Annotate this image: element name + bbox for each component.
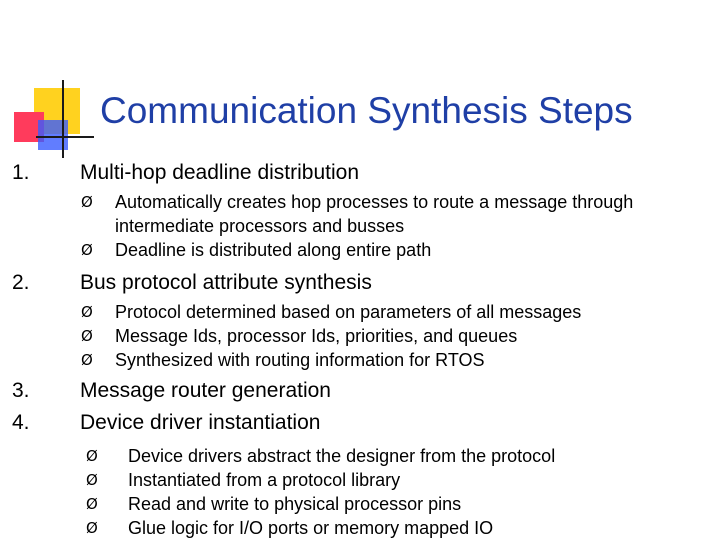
sub-bullet-text: Synthesized with routing information for RTOS <box>115 350 485 370</box>
sub-bullet-list <box>12 444 712 540</box>
step-label: Device driver instantiation <box>80 411 321 434</box>
sub-bullet <box>12 492 712 516</box>
arrow-bullet-icon: Ø <box>81 241 93 259</box>
sub-bullet-list <box>12 300 712 372</box>
step-label: Multi-hop deadline distribution <box>80 161 359 184</box>
sub-bullet <box>12 516 712 540</box>
sub-bullet <box>12 444 712 468</box>
arrow-bullet-icon: Ø <box>81 303 93 321</box>
step-number: 4. <box>12 411 30 434</box>
arrow-bullet-icon: Ø <box>81 351 93 369</box>
sub-bullet-list <box>12 190 712 262</box>
step-number: 3. <box>12 379 30 402</box>
logo-horizontal-line <box>36 136 94 138</box>
step-label: Message router generation <box>80 379 331 402</box>
sub-bullet-text: Read and write to physical processor pins <box>128 494 462 514</box>
arrow-bullet-icon: Ø <box>86 495 98 513</box>
slide-logo-decoration <box>0 0 100 170</box>
sub-bullet <box>12 300 712 324</box>
arrow-bullet-icon: Ø <box>81 327 93 345</box>
step-item-2 <box>12 270 712 372</box>
arrow-bullet-icon: Ø <box>86 471 98 489</box>
step-item-1 <box>12 160 712 262</box>
step-label: Bus protocol attribute synthesis <box>80 271 372 294</box>
logo-vertical-line <box>62 80 64 158</box>
step-item-3 <box>12 378 712 410</box>
step-number: 1. <box>12 161 30 184</box>
step-item-4 <box>12 410 712 540</box>
slide-title: Communication Synthesis Steps <box>100 90 633 131</box>
sub-bullet-text: Instantiated from a protocol library <box>128 470 401 490</box>
arrow-bullet-icon: Ø <box>86 447 98 465</box>
sub-bullet-text: Protocol determined based on parameters of all messages <box>115 302 582 322</box>
sub-bullet-text: Automatically creates hop processes to route a message through intermediate processors and busses <box>115 192 634 236</box>
sub-bullet-text: Message Ids, processor Ids, priorities, and queues <box>115 326 518 346</box>
sub-bullet <box>12 238 712 262</box>
sub-bullet <box>12 348 712 372</box>
step-number: 2. <box>12 271 30 294</box>
sub-bullet <box>12 324 712 348</box>
sub-bullet-text: Glue logic for I/O ports or memory mapped IO <box>128 518 494 538</box>
sub-bullet-text: Device drivers abstract the designer from the protocol <box>128 446 556 466</box>
sub-bullet <box>12 468 712 492</box>
arrow-bullet-icon: Ø <box>86 519 98 537</box>
arrow-bullet-icon: Ø <box>81 193 93 211</box>
sub-bullet <box>12 190 712 238</box>
steps-list <box>12 160 712 540</box>
sub-bullet-text: Deadline is distributed along entire path <box>115 240 432 260</box>
